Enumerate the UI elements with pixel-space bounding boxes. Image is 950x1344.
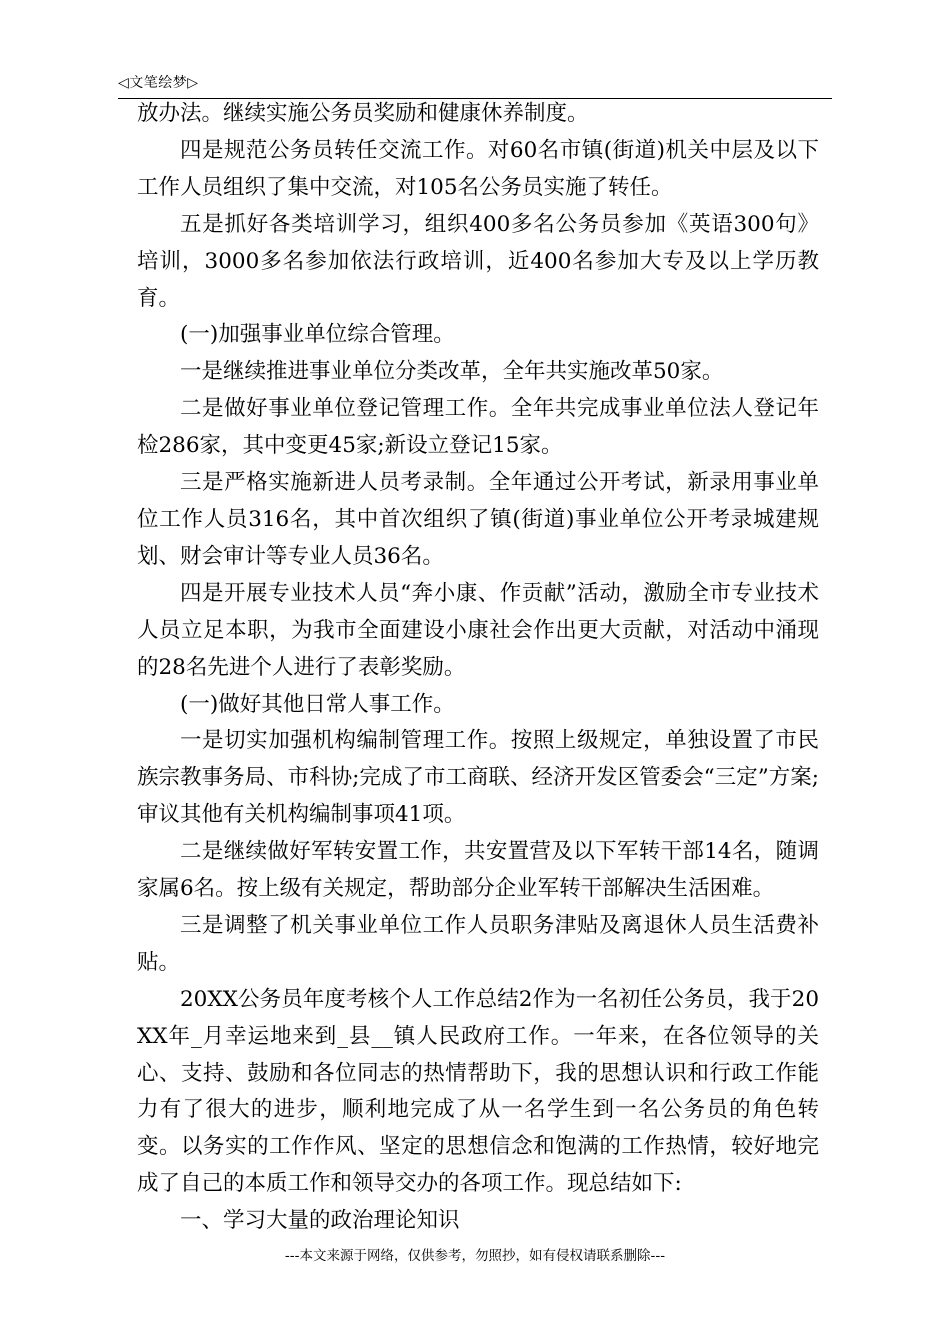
paragraph: 二是继续做好军转安置工作，共安置营及以下军转干部14名，随调家属6名。按上级有关规定，帮助部分企业军转干部解决生活困难。: [137, 839, 819, 902]
page-header: [118, 70, 832, 99]
page-footer: ---本文来源于网络，仅供参考，勿照抄，如有侵权请联系删除---: [284, 1248, 666, 1264]
document-body: [137, 96, 819, 1240]
section-heading: (一)加强事业单位综合管理。: [180, 322, 455, 348]
paragraph: 三是严格实施新进人员考录制。全年通过公开考试，新录用事业单位工作人员316名，其中首次组织了镇(街道)事业单位公开考录城建规划、财会审计等专业人员36名。: [137, 470, 819, 569]
paragraph: 四是规范公务员转任交流工作。对60名市镇(街道)机关中层及以下工作人员组织了集中交流，对105名公务员实施了转任。: [137, 137, 819, 200]
paragraph: 四是开展专业技术人员“奔小康、作贡献”活动，激励全市专业技术人员立足本职，为我市全面建设小康社会作出更大贡献，对活动中涌现的28名先进个人进行了表彰奖励。: [137, 580, 819, 680]
paragraph: 五是抓好各类培训学习，组织400多名公务员参加《英语300句》培训，3000多名参加依法行政培训，近400名参加大专及以上学历教育。: [137, 211, 819, 311]
section-heading: (一)做好其他日常人事工作。: [180, 691, 455, 717]
paragraph: 20XX公务员年度考核个人工作总结2作为一名初任公务员，我于20XX年_月幸运地来到_县__镇人民政府工作。一年来，在各位领导的关心、支持、鼓励和各位同志的热情帮助下，我的思想认识和行政工作能力有了很大的进步，顺利地完成了从一名学生到一名公务员的角色转变。以务实的工作作风、坚定的思想信念和饱满的工作热情，较好地完成了自己的本质工作和领导交办的各项工作。现总结如下:: [137, 986, 819, 1197]
paragraph: 一是切实加强机构编制管理工作。按照上级规定，单独设置了市民族宗教事务局、市科协;完成了市工商联、经济开发区管委会“三定”方案;审议其他有关机构编制事项41项。: [137, 728, 819, 828]
header-label: ◁文笔绘梦▷: [118, 75, 199, 91]
paragraph: 二是做好事业单位登记管理工作。全年共完成事业单位法人登记年检286家，其中变更45家;新设立登记15家。: [137, 396, 819, 459]
paragraph: 放办法。继续实施公务员奖励和健康休养制度。: [137, 101, 589, 126]
paragraph: 三是调整了机关事业单位工作人员职务津贴及离退休人员生活费补贴。: [137, 912, 819, 975]
section-heading: 一、学习大量的政治理论知识: [180, 1208, 460, 1234]
paragraph: 一是继续推进事业单位分类改革，全年共实施改革50家。: [180, 359, 724, 385]
